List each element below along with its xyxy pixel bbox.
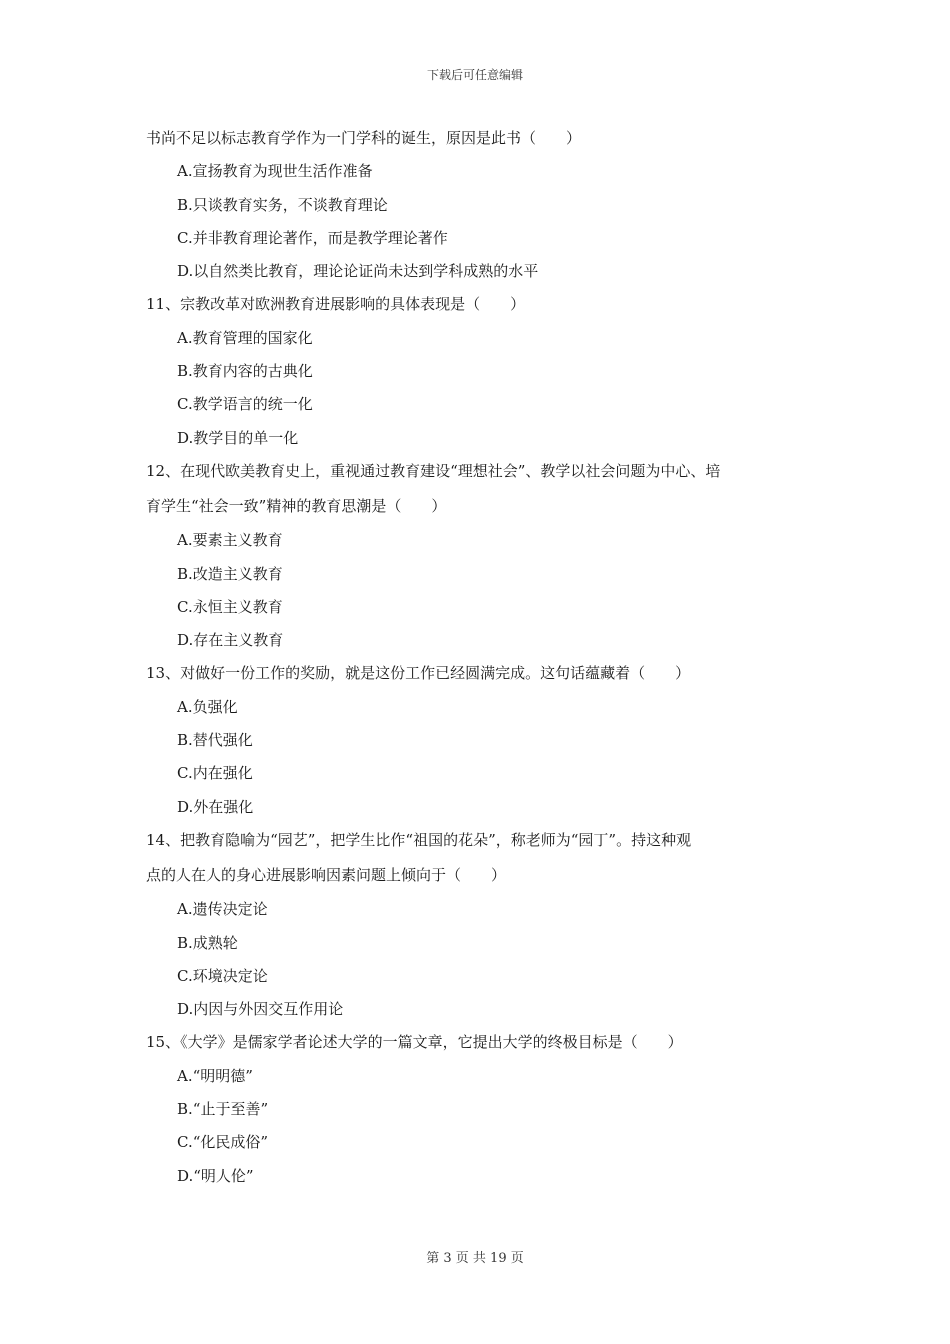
answer-option: B.成熟轮	[177, 933, 238, 952]
answer-option: A.遗传决定论	[177, 900, 268, 919]
question-stem: 13、对做好一份工作的奖励，就是这份工作已经圆满完成。这句话蕴藏着（ ）	[146, 664, 691, 683]
question-block	[146, 455, 826, 657]
answer-option: B.改造主义教育	[177, 564, 283, 583]
question-block	[146, 824, 826, 1026]
answer-option: A.要素主义教育	[177, 531, 283, 550]
answer-option: D.教学目的单一化	[177, 428, 299, 447]
question-stem: 育学生“社会一致”精神的教育思潮是（ ）	[146, 497, 447, 516]
answer-option: C.环境决定论	[177, 966, 268, 985]
answer-option: D.存在主义教育	[177, 631, 284, 650]
answer-option: C.并非教育理论著作，而是教学理论著作	[177, 228, 448, 247]
question-block	[146, 657, 826, 823]
answer-option: A.宣扬教育为现世生活作准备	[177, 162, 373, 181]
question-block	[146, 1026, 826, 1192]
question-stem: 14、把教育隐喻为“园艺”，把学生比作“祖国的花朵”，称老师为“园丁”。持这种观	[146, 830, 692, 849]
question-stem: 11、宗教改革对欧洲教育进展影响的具体表现是（ ）	[146, 295, 526, 314]
answer-option: D.以自然类比教育，理论论证尚未达到学科成熟的水平	[177, 262, 539, 281]
answer-option: B.教育内容的古典化	[177, 362, 313, 381]
page-header: 下载后可任意编辑	[426, 68, 523, 82]
page-number: 第 3 页 共 19 页	[426, 1251, 524, 1266]
answer-option: C.内在强化	[177, 764, 253, 783]
answer-option: A.负强化	[177, 697, 238, 716]
answer-option: B.替代强化	[177, 731, 253, 750]
question-stem: 书尚不足以标志教育学作为一门学科的诞生，原因是此书（ ）	[146, 129, 582, 147]
answer-option: A.教育管理的国家化	[177, 328, 313, 347]
answer-option: B.只谈教育实务，不谈教育理论	[177, 195, 388, 214]
answer-option: D.外在强化	[177, 797, 254, 816]
question-stem: 点的人在人的身心进展影响因素问题上倾向于（ ）	[146, 866, 507, 885]
answer-option: C.“化民成俗”	[177, 1133, 269, 1152]
question-block	[146, 288, 826, 454]
question-stem: 15、《大学》是儒家学者论述大学的一篇文章，它提出大学的终极目标是（ ）	[146, 1033, 683, 1052]
answer-option: D.内因与外因交互作用论	[177, 1000, 344, 1019]
question-block	[146, 122, 826, 288]
answer-option: C.教学语言的统一化	[177, 395, 313, 414]
answer-option: D.“明人伦”	[177, 1166, 254, 1185]
answer-option: B.“止于至善”	[177, 1100, 269, 1119]
question-list	[146, 122, 826, 1193]
answer-option: C.永恒主义教育	[177, 597, 283, 616]
answer-option: A.“明明德”	[177, 1066, 253, 1085]
question-stem: 12、在现代欧美教育史上，重视通过教育建设“理想社会”、教学以社会问题为中心、培	[146, 461, 721, 480]
